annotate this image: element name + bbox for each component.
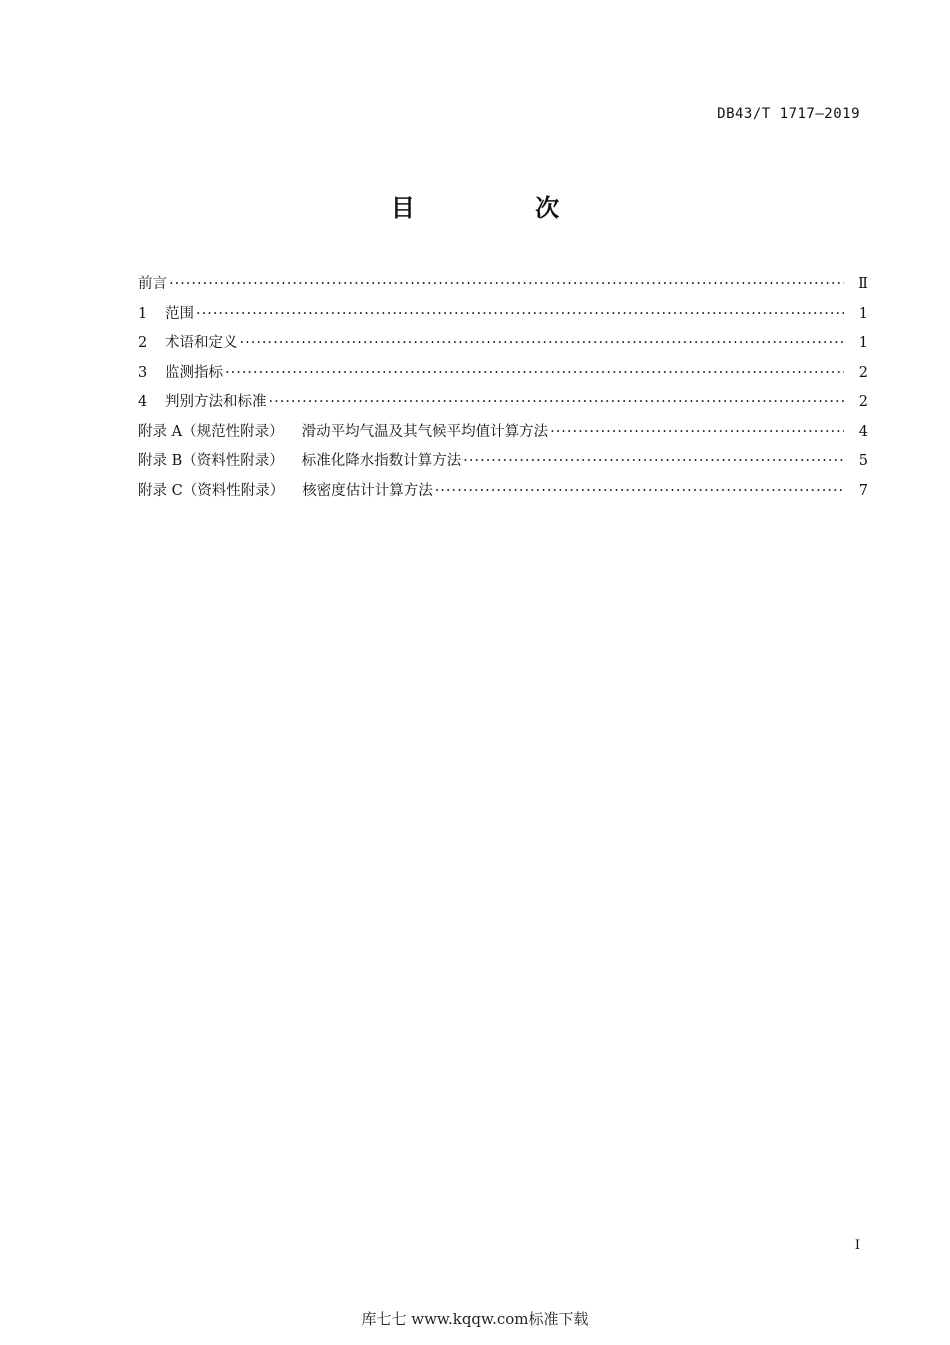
toc-entry-number: 1	[138, 305, 148, 322]
toc-entry-page: 1	[858, 335, 868, 351]
dot-leader	[269, 394, 845, 410]
dot-leader	[225, 365, 844, 381]
table-of-contents	[138, 272, 868, 508]
toc-entry-title: 标准化降水指数计算方法	[301, 453, 462, 469]
toc-entry-page: 4	[858, 423, 868, 440]
toc-entry-title: 监测指标	[165, 364, 223, 381]
footer-watermark: 库七七 www.kqqw.com标准下载	[361, 1310, 589, 1328]
toc-entry-title: 核密度估计计算方法	[302, 482, 433, 499]
toc-entry-title: 范围	[165, 305, 194, 322]
toc-entry-prefix: 附录 C（资料性附录）	[138, 482, 285, 499]
document-code: DB43/T 1717—2019	[717, 106, 860, 122]
toc-entry-title: 术语和定义	[165, 335, 238, 351]
toc-entry-methods[interactable]	[138, 390, 868, 420]
toc-entry-title: 滑动平均气温及其气候平均值计算方法	[301, 423, 549, 440]
toc-title: 目 次	[390, 194, 616, 222]
toc-entry-scope[interactable]	[138, 302, 868, 332]
toc-entry-title: 前言	[138, 276, 167, 292]
toc-entry-number: 3	[138, 364, 148, 381]
page-number: I	[854, 1238, 860, 1253]
dot-leader	[550, 424, 844, 440]
dot-leader	[196, 306, 844, 322]
dot-leader	[240, 335, 845, 351]
toc-entry-appendix-b[interactable]	[138, 449, 868, 479]
toc-entry-page: 7	[858, 482, 868, 499]
toc-entry-prefix: 附录 B（资料性附录）	[138, 453, 284, 469]
toc-entry-page: Ⅱ	[858, 276, 868, 292]
toc-entry-page: 2	[858, 364, 868, 381]
toc-entry-terms[interactable]	[138, 331, 868, 361]
toc-entry-appendix-a[interactable]	[138, 420, 868, 450]
toc-entry-page: 5	[858, 453, 868, 469]
toc-entry-number: 4	[138, 394, 148, 410]
toc-entry-page: 1	[858, 305, 868, 322]
toc-entry-appendix-c[interactable]	[138, 479, 868, 509]
toc-entry-title: 判别方法和标准	[165, 394, 267, 410]
toc-entry-prefix: 附录 A（规范性附录）	[138, 423, 284, 440]
dot-leader	[435, 483, 844, 499]
toc-entry-number: 2	[138, 335, 148, 351]
toc-entry-foreword[interactable]	[138, 272, 868, 302]
dot-leader	[463, 453, 844, 469]
toc-entry-page: 2	[858, 394, 868, 410]
dot-leader	[169, 276, 844, 292]
toc-entry-indicators[interactable]	[138, 361, 868, 391]
